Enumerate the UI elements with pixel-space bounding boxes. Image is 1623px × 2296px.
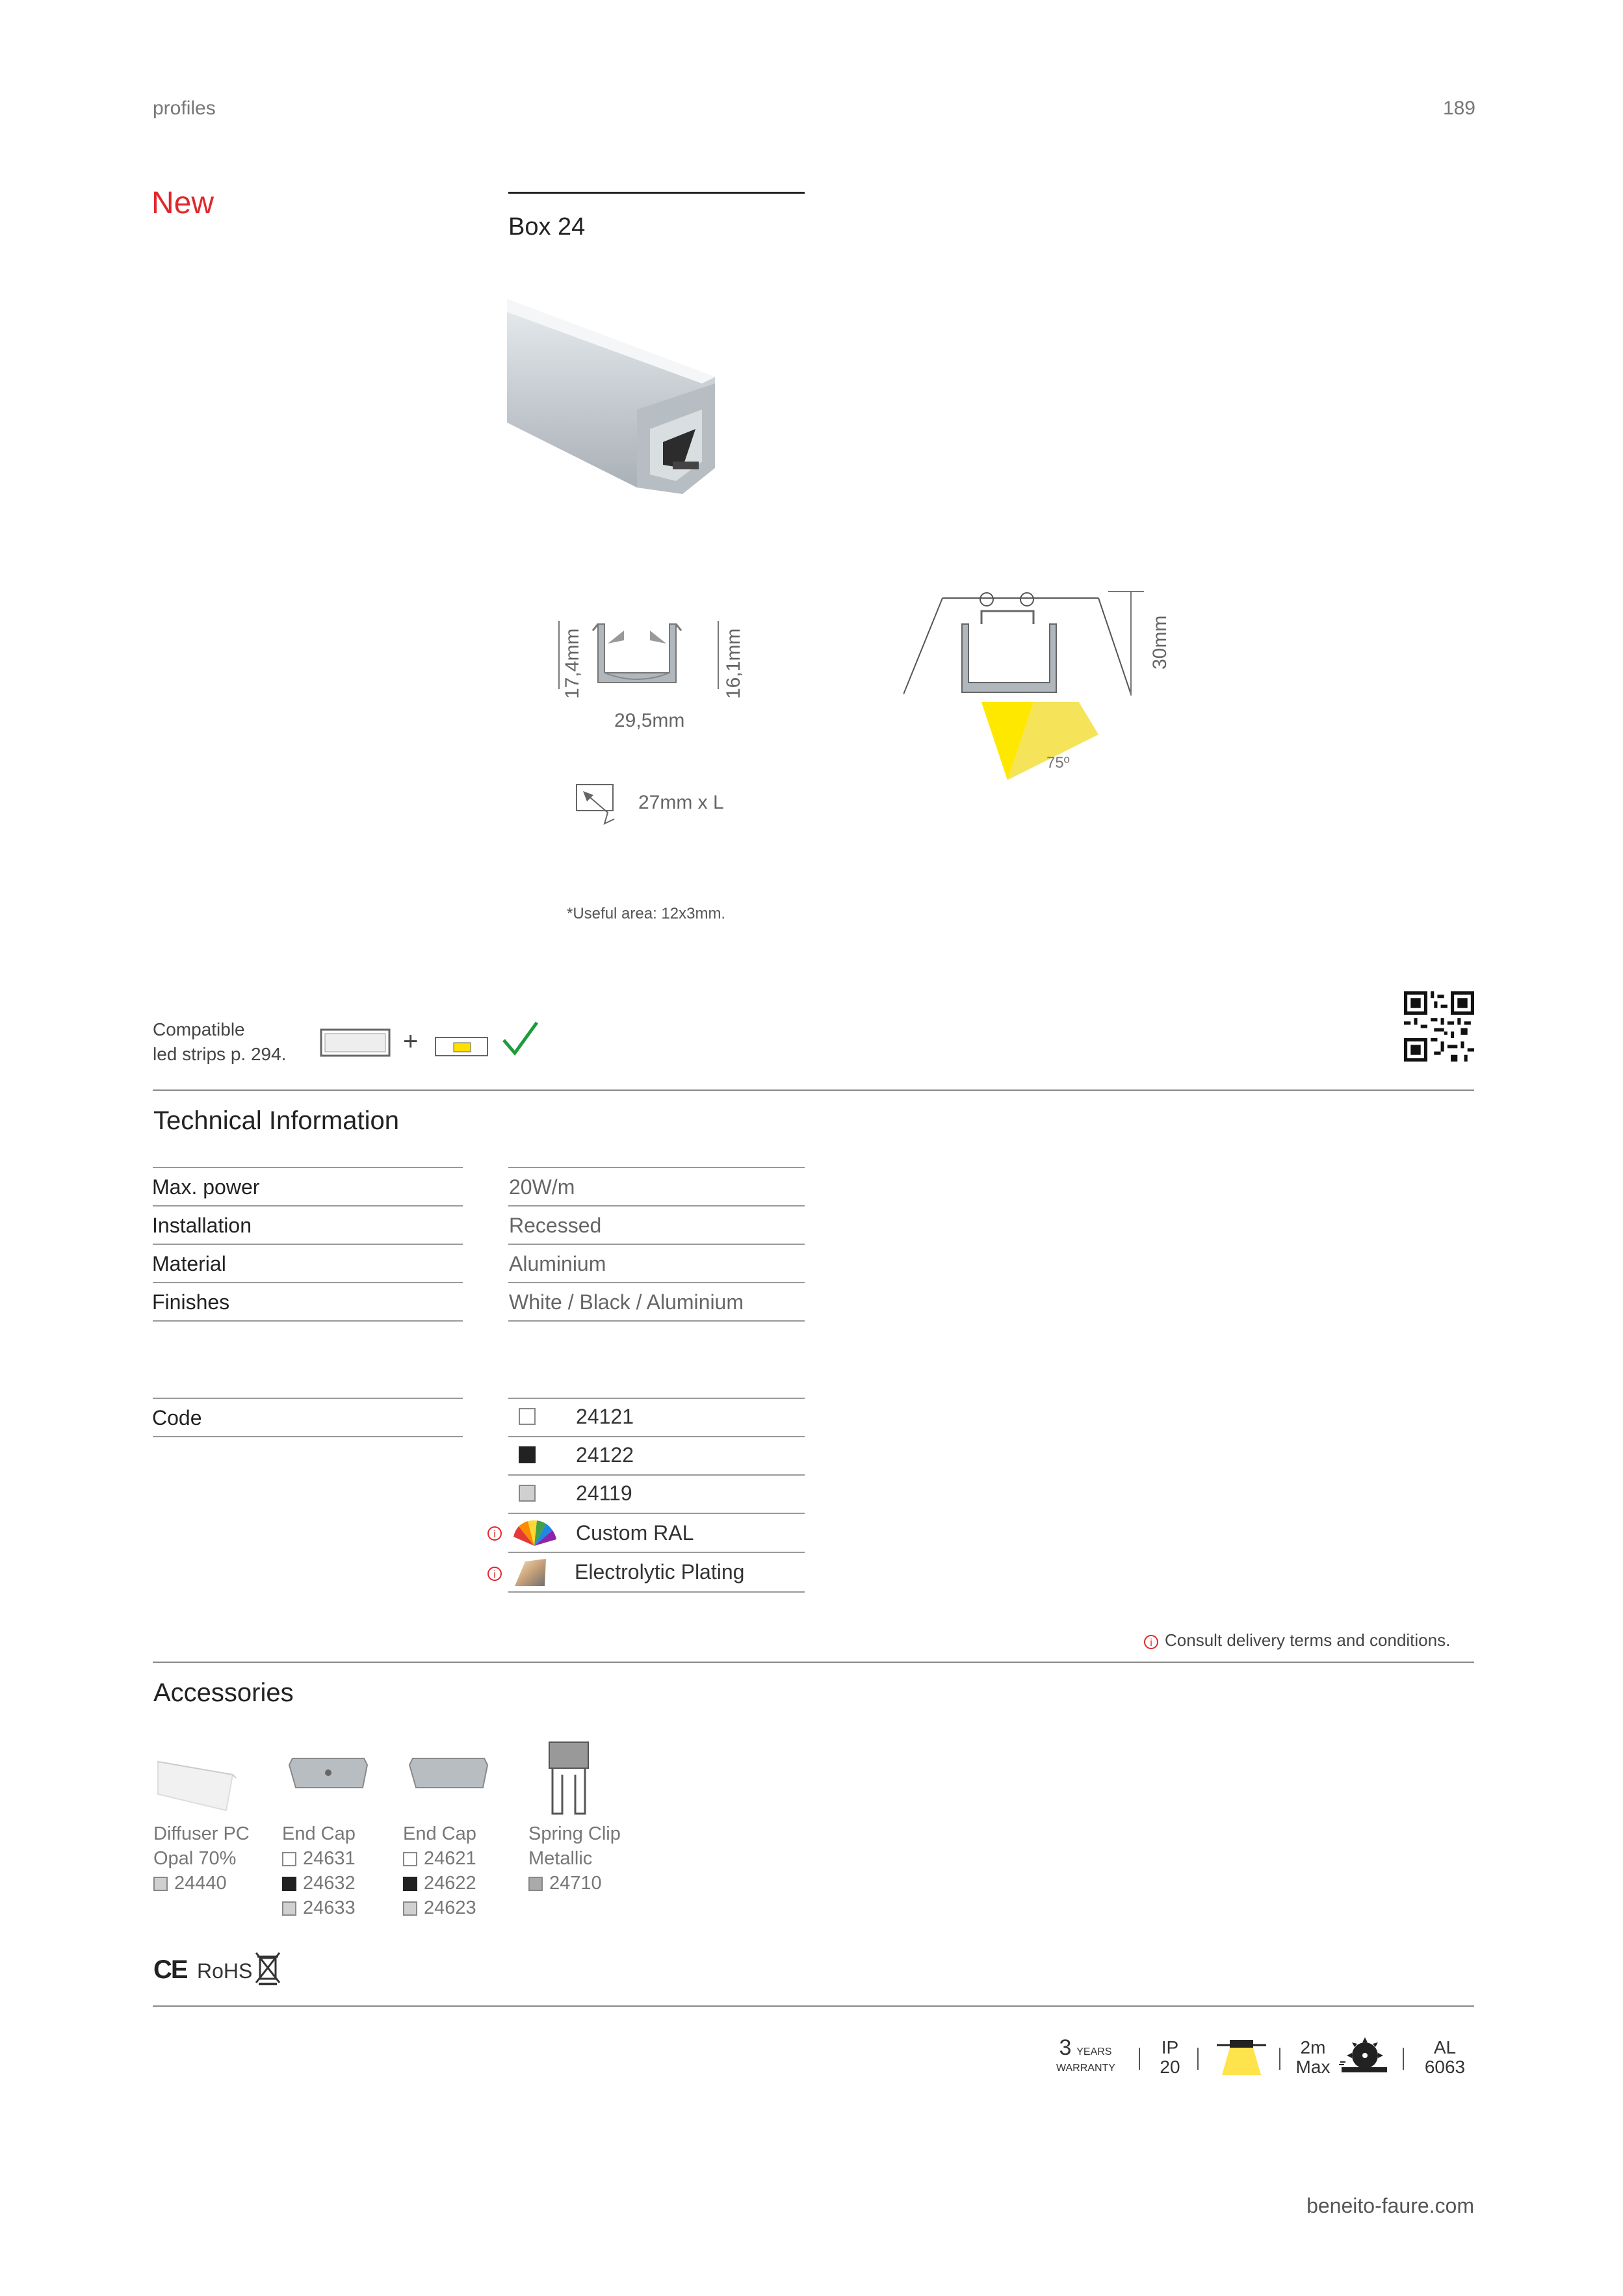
new-badge: New [151,186,214,220]
accessory-code: 24621 [424,1848,476,1869]
installation-drawing [903,585,1150,780]
consult-note [1144,1630,1450,1650]
ip-value: 20 [1160,2057,1180,2077]
accessory-code-row [282,1846,356,1871]
accessory-code: 24633 [303,1898,356,1918]
tech-label-max-power: Max. power [152,1175,260,1199]
footer-separator [1139,2048,1140,2070]
tech-rule [508,1205,805,1207]
tech-value-finishes: White / Black / Aluminium [509,1290,744,1314]
code-rule [153,1398,463,1399]
accessory-name2: Opal 70% [153,1848,237,1869]
code-rule [508,1474,805,1476]
accessory-name: End Cap [403,1823,476,1844]
max-length-value: 2m [1300,2037,1326,2057]
code-electrolytic-plating: Electrolytic Plating [575,1560,745,1584]
tech-rule [153,1282,463,1283]
compatible-line2: led strips p. 294. [153,1044,287,1064]
cutout-icon [575,783,627,829]
footer-separator [1197,2048,1199,2070]
width-label: 29,5mm [614,710,685,731]
footer-separator [1279,2048,1280,2070]
accessory-code: 24440 [174,1873,227,1894]
height-left-label: 17,4mm [562,628,583,699]
accessory-code: 24632 [303,1873,356,1894]
diffuser-photo [155,1749,239,1814]
cutout-label: 27mm x L [638,792,724,813]
weee-bin-icon [253,1950,282,1987]
end-cap-photo [286,1752,370,1797]
rohs-label: RoHS [197,1959,253,1983]
accessory-end-cap-2 [403,1821,476,1920]
swatch-aluminium [519,1485,536,1502]
tech-rule [508,1282,805,1283]
accessory-code-row [403,1896,476,1920]
accessory-code-row [403,1871,476,1896]
divider-footer [153,2005,1474,2007]
info-icon: i [487,1567,502,1581]
code-rule [508,1436,805,1437]
swatch-aluminium [153,1877,168,1891]
warranty-number: 3 [1059,2035,1072,2060]
tech-value-material: Aluminium [509,1252,606,1275]
tech-label-finishes: Finishes [152,1290,230,1314]
title-rule [508,192,805,194]
alloy-value: 6063 [1424,2057,1466,2077]
accessory-code-row [153,1871,250,1896]
tech-rule [153,1205,463,1207]
accessory-code-row [282,1871,356,1896]
code-rule [153,1436,463,1437]
accessory-end-cap-1 [282,1821,356,1920]
warranty-years: YEARS [1076,2046,1112,2057]
website-link[interactable]: beneito-faure.com [1306,2194,1474,2217]
swatch-aluminium [282,1901,296,1916]
code-custom-ral: Custom RAL [576,1521,694,1545]
tech-label-installation: Installation [152,1214,252,1237]
info-icon: i [1144,1635,1158,1649]
accessory-code: 24622 [424,1873,476,1894]
accessory-spring-clip [528,1821,621,1896]
beam-angle-label: 75º [1046,754,1070,772]
check-icon [500,1019,539,1058]
code-label: Code [152,1406,202,1429]
accessory-name: Diffuser PC [153,1823,250,1844]
qr-code-icon[interactable] [1404,991,1474,1062]
swatch-black [519,1446,536,1463]
accessory-code: 24710 [549,1873,602,1894]
code-24119: 24119 [576,1481,632,1505]
swatch-metallic [528,1877,543,1891]
compatible-line1: Compatible [153,1019,245,1039]
accessory-code-row [528,1871,621,1896]
swatch-white [519,1408,536,1425]
tech-rule [153,1244,463,1245]
recessed-light-icon [1217,2036,1266,2076]
accessory-code: 24623 [424,1898,476,1918]
ce-mark: CE [153,1955,187,1984]
code-rule [508,1591,805,1593]
swatch-black [403,1877,417,1891]
useful-area-note: *Useful area: 12x3mm. [567,905,726,922]
swatch-black [282,1877,296,1891]
consult-text: Consult delivery terms and conditions. [1165,1630,1451,1650]
accessory-code-row [403,1846,476,1871]
accessories-title: Accessories [153,1678,294,1707]
spring-clip-photo [539,1736,598,1820]
saw-cut-icon [1336,2033,1388,2079]
swatch-white [282,1852,296,1866]
max-length [1293,2038,1332,2077]
page-number: 189 [1442,98,1475,119]
code-24122: 24122 [576,1443,634,1467]
tech-rule [508,1244,805,1245]
warranty-badge [1056,2035,1115,2075]
height-right-label: 16,1mm [723,628,744,699]
technical-title: Technical Information [153,1106,399,1135]
info-icon: i [487,1526,502,1541]
ral-color-fan-icon [511,1517,558,1548]
tech-rule [153,1167,463,1168]
accessory-code-row [282,1896,356,1920]
led-strip-icon [434,1035,489,1058]
profile-front-icon [318,1026,393,1060]
divider-technical [153,1089,1474,1091]
plus-sign: + [403,1027,419,1056]
tech-rule [508,1320,805,1322]
compatible-text [153,1017,286,1067]
plating-icon [512,1556,549,1589]
tech-rule [508,1167,805,1168]
code-rule [508,1398,805,1399]
accessory-name: End Cap [282,1823,356,1844]
tech-value-installation: Recessed [509,1214,602,1237]
divider-accessories [153,1662,1474,1663]
install-height-label: 30mm [1149,615,1171,670]
ip-label: IP [1161,2037,1179,2057]
code-rule [508,1552,805,1553]
code-rule [508,1513,805,1514]
tech-rule [153,1320,463,1322]
accessory-code: 24631 [303,1848,356,1869]
tech-label-material: Material [152,1252,226,1275]
ip-rating [1150,2038,1189,2077]
end-cap-photo [406,1752,491,1797]
accessory-name: Spring Clip [528,1823,621,1844]
code-24121: 24121 [576,1405,634,1428]
alloy-spec [1416,2038,1474,2077]
footer-separator [1403,2048,1404,2070]
product-title: Box 24 [508,213,586,241]
alloy-label: AL [1433,2037,1457,2057]
warranty-word: WARRANTY [1056,2063,1115,2074]
product-photo [507,299,728,494]
max-length-word: Max [1295,2057,1331,2077]
section-label: profiles [153,98,216,119]
accessory-diffuser [153,1821,250,1896]
swatch-white [403,1852,417,1866]
accessory-name2: Metallic [528,1848,593,1869]
swatch-aluminium [403,1901,417,1916]
tech-value-max-power: 20W/m [509,1175,575,1199]
